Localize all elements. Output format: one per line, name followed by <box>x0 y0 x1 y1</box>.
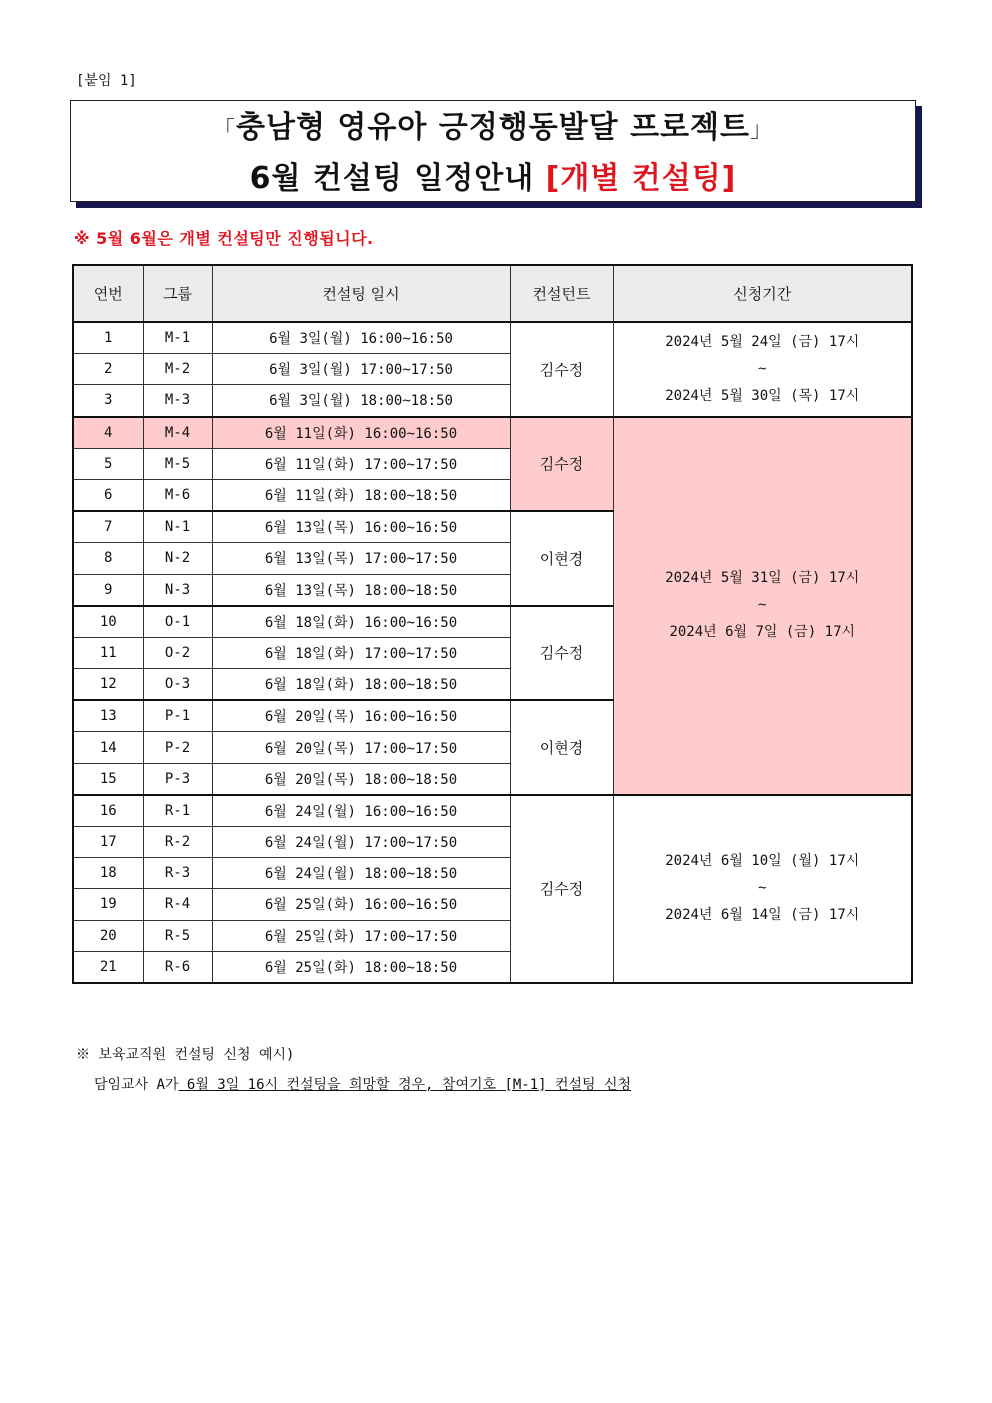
cell-consultant: 김수정 <box>510 795 613 983</box>
period-start: 2024년 5월 31일 (금) 17시 <box>665 570 860 587</box>
period-sep: ~ <box>758 597 767 614</box>
footnote-line-1: ※ 보육교직원 컨설팅 신청 예시) <box>76 1047 295 1063</box>
cell-no: 6 <box>73 479 143 511</box>
period-end: 2024년 5월 30일 (목) 17시 <box>665 387 860 404</box>
cell-no: 19 <box>73 889 143 920</box>
footnote-underlined: 6월 3일 16시 컨설팅을 희망할 경우, 참여기호 [M-1] 컨설팅 신청 <box>178 1077 632 1093</box>
title-subtitle: 6월 컨설팅 일정안내 <box>249 161 546 196</box>
cell-datetime: 6월 18일(화) 18:00~18:50 <box>212 669 510 701</box>
cell-consultant: 이현경 <box>510 700 613 795</box>
cell-group: R-4 <box>143 889 212 920</box>
title-line-1 <box>71 108 915 151</box>
cell-period <box>613 322 912 417</box>
cell-no: 5 <box>73 448 143 479</box>
cell-group: N-2 <box>143 543 212 574</box>
cell-no: 20 <box>73 920 143 951</box>
cell-no: 3 <box>73 385 143 417</box>
cell-no: 13 <box>73 700 143 732</box>
cell-datetime: 6월 13일(목) 16:00~16:50 <box>212 511 510 543</box>
cell-datetime: 6월 18일(화) 17:00~17:50 <box>212 637 510 668</box>
period-sep: ~ <box>758 360 767 377</box>
attachment-label: [붙임 1] <box>76 73 137 89</box>
table-header-row <box>73 265 912 322</box>
cell-datetime: 6월 20일(목) 18:00~18:50 <box>212 763 510 795</box>
table-row <box>73 417 912 449</box>
cell-group: O-1 <box>143 606 212 638</box>
cell-no: 15 <box>73 763 143 795</box>
cell-no: 11 <box>73 637 143 668</box>
period-start: 2024년 6월 10일 (월) 17시 <box>665 853 860 870</box>
footnote-prefix: 담임교사 A가 <box>94 1077 179 1093</box>
title-close-quote: 」 <box>750 118 774 143</box>
schedule-table <box>72 264 913 984</box>
cell-datetime: 6월 24일(월) 17:00~17:50 <box>212 827 510 858</box>
table-row <box>73 795 912 827</box>
cell-datetime: 6월 25일(화) 16:00~16:50 <box>212 889 510 920</box>
cell-no: 7 <box>73 511 143 543</box>
cell-group: M-1 <box>143 322 212 354</box>
title-box <box>70 100 916 202</box>
cell-period <box>613 795 912 983</box>
cell-no: 14 <box>73 732 143 763</box>
cell-no: 16 <box>73 795 143 827</box>
cell-group: M-6 <box>143 479 212 511</box>
cell-datetime: 6월 11일(화) 16:00~16:50 <box>212 417 510 449</box>
cell-group: R-5 <box>143 920 212 951</box>
cell-group: M-4 <box>143 417 212 449</box>
cell-datetime: 6월 24일(월) 18:00~18:50 <box>212 858 510 889</box>
cell-group: M-3 <box>143 385 212 417</box>
cell-no: 1 <box>73 322 143 354</box>
header-group: 그룹 <box>143 265 212 322</box>
cell-group: R-1 <box>143 795 212 827</box>
cell-group: O-3 <box>143 669 212 701</box>
cell-datetime: 6월 25일(화) 18:00~18:50 <box>212 951 510 983</box>
title-open-quote: 「 <box>212 118 236 143</box>
title-line-2 <box>71 159 915 199</box>
cell-datetime: 6월 13일(목) 17:00~17:50 <box>212 543 510 574</box>
cell-datetime: 6월 3일(월) 17:00~17:50 <box>212 354 510 385</box>
cell-datetime: 6월 3일(월) 16:00~16:50 <box>212 322 510 354</box>
cell-no: 8 <box>73 543 143 574</box>
cell-no: 10 <box>73 606 143 638</box>
cell-datetime: 6월 18일(화) 16:00~16:50 <box>212 606 510 638</box>
footnote-line-2 <box>76 1070 631 1100</box>
period-start: 2024년 5월 24일 (금) 17시 <box>665 333 860 350</box>
cell-datetime: 6월 24일(월) 16:00~16:50 <box>212 795 510 827</box>
cell-datetime: 6월 25일(화) 17:00~17:50 <box>212 920 510 951</box>
cell-consultant: 김수정 <box>510 606 613 701</box>
cell-group: M-5 <box>143 448 212 479</box>
cell-no: 18 <box>73 858 143 889</box>
period-end: 2024년 6월 7일 (금) 17시 <box>669 624 856 641</box>
cell-group: P-3 <box>143 763 212 795</box>
table-row <box>73 322 912 354</box>
cell-datetime: 6월 11일(화) 17:00~17:50 <box>212 448 510 479</box>
cell-consultant: 김수정 <box>510 322 613 417</box>
cell-group: N-3 <box>143 574 212 606</box>
period-sep: ~ <box>758 880 767 897</box>
period-end: 2024년 6월 14일 (금) 17시 <box>665 907 860 924</box>
header-datetime: 컨설팅 일시 <box>212 265 510 322</box>
cell-no: 4 <box>73 417 143 449</box>
cell-group: M-2 <box>143 354 212 385</box>
cell-group: O-2 <box>143 637 212 668</box>
cell-group: P-2 <box>143 732 212 763</box>
cell-datetime: 6월 11일(화) 18:00~18:50 <box>212 479 510 511</box>
header-period: 신청기간 <box>613 265 912 322</box>
cell-group: P-1 <box>143 700 212 732</box>
cell-group: R-3 <box>143 858 212 889</box>
title-main: 충남형 영유아 긍정행동발달 프로젝트 <box>235 110 750 145</box>
cell-group: R-6 <box>143 951 212 983</box>
cell-datetime: 6월 3일(월) 18:00~18:50 <box>212 385 510 417</box>
cell-period <box>613 417 912 795</box>
cell-no: 9 <box>73 574 143 606</box>
cell-consultant: 이현경 <box>510 511 613 606</box>
notice-text: ※ 5월 6월은 개별 컨설팅만 진행됩니다. <box>74 229 374 248</box>
cell-no: 12 <box>73 669 143 701</box>
cell-group: N-1 <box>143 511 212 543</box>
cell-no: 17 <box>73 827 143 858</box>
cell-consultant: 김수정 <box>510 417 613 512</box>
footnote <box>76 1040 631 1100</box>
cell-datetime: 6월 13일(목) 18:00~18:50 <box>212 574 510 606</box>
cell-group: R-2 <box>143 827 212 858</box>
title-highlight: [개별 컨설팅] <box>545 161 737 196</box>
header-consultant: 컨설턴트 <box>510 265 613 322</box>
cell-datetime: 6월 20일(목) 17:00~17:50 <box>212 732 510 763</box>
header-no: 연번 <box>73 265 143 322</box>
cell-datetime: 6월 20일(목) 16:00~16:50 <box>212 700 510 732</box>
cell-no: 21 <box>73 951 143 983</box>
cell-no: 2 <box>73 354 143 385</box>
